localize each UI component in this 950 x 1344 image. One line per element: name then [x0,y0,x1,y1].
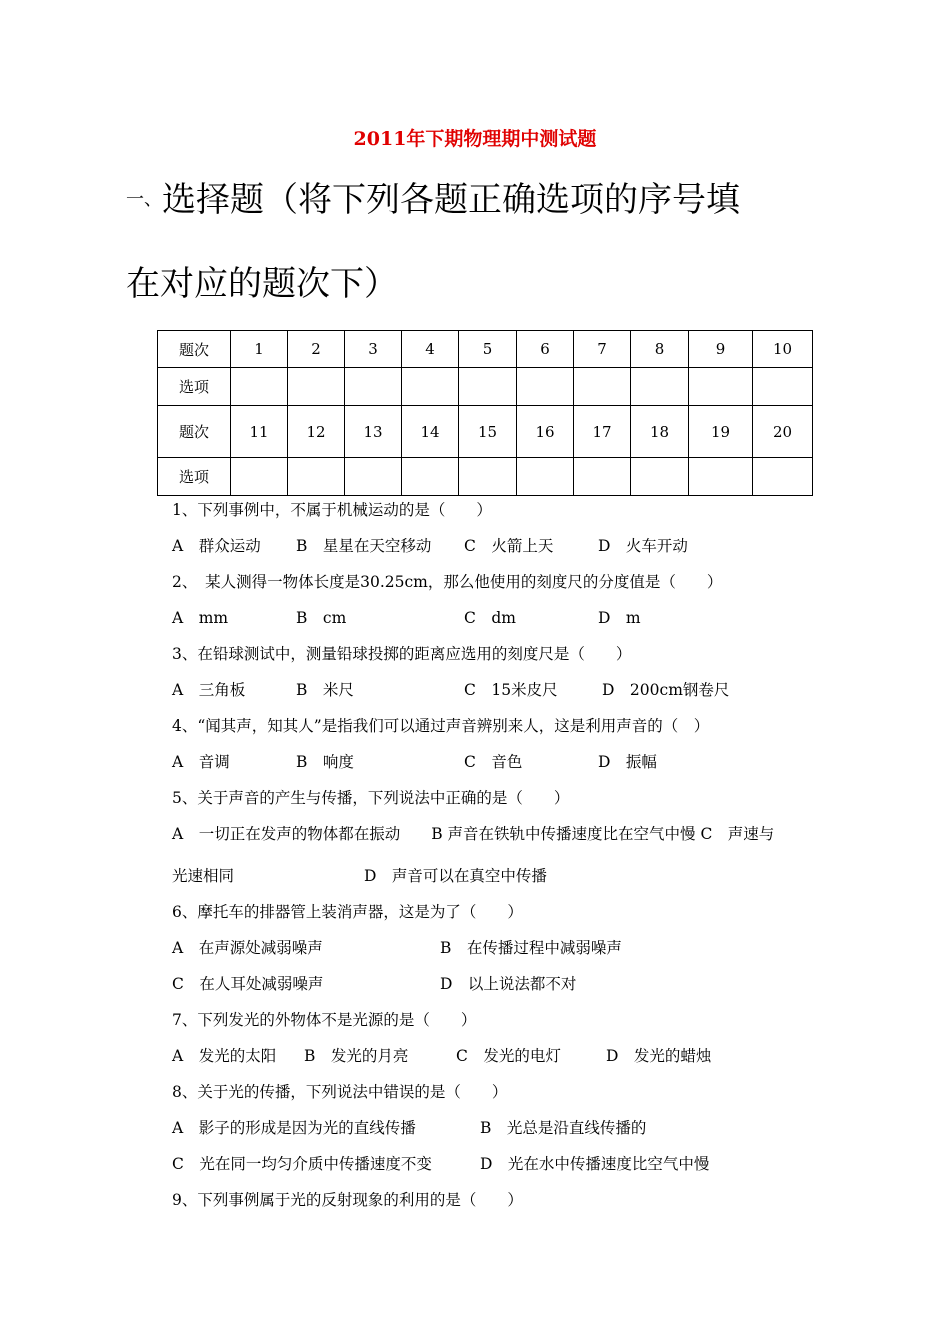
table-row-label: 题次 [158,331,231,368]
table-row-label: 选项 [158,368,231,406]
table-cell-number: 14 [402,406,459,458]
option-a: A mm [172,609,229,627]
table-cell-number: 7 [574,331,631,368]
table-row-numbers-2 [158,406,813,458]
answer-cell[interactable] [574,458,631,496]
section-heading-line1 [126,180,826,220]
answer-cell[interactable] [231,458,288,496]
option-d: D 发光的蜡烛 [606,1047,712,1065]
question-2-stem: 2、 某人测得一物体长度是30.25cm，那么他使用的刻度尺的分度值是（ ） [172,573,723,591]
answer-cell[interactable] [753,458,813,496]
option-a: A 影子的形成是因为光的直线传播 [172,1119,416,1137]
answer-cell[interactable] [231,368,288,406]
table-row-answers-1 [158,368,813,406]
table-cell-number: 8 [631,331,689,368]
option-a: A 音调 [172,753,230,771]
option-b: B 在传播过程中减弱噪声 [440,939,622,957]
table-cell-number: 6 [517,331,574,368]
table-cell-number: 20 [753,406,813,458]
answer-cell[interactable] [631,368,689,406]
table-cell-number: 19 [689,406,753,458]
section-heading-line2: 在对应的题次下） [126,264,398,304]
option-a: A 在声源处减弱噪声 [172,939,323,957]
answer-cell[interactable] [345,368,402,406]
answer-cell[interactable] [517,368,574,406]
option-d: D m [598,609,641,627]
question-6-stem: 6、摩托车的排器管上装消声器，这是为了（ ） [172,903,523,921]
option-a: A 发光的太阳 [172,1047,277,1065]
answer-cell[interactable] [631,458,689,496]
table-cell-number: 12 [288,406,345,458]
table-cell-number: 4 [402,331,459,368]
answer-cell[interactable] [345,458,402,496]
section-heading-text: 选择题（将下列各题正确选项的序号填 [162,180,740,220]
option-d: D 光在水中传播速度比空气中慢 [480,1155,710,1173]
answer-cell[interactable] [288,368,345,406]
option-a: A 三角板 [172,681,246,699]
table-cell-number: 13 [345,406,402,458]
answer-cell[interactable] [402,458,459,496]
option-b: B 发光的月亮 [304,1047,409,1065]
option-d: D 以上说法都不对 [440,975,577,993]
option-d: D 200cm钢卷尺 [602,681,730,699]
answer-cell[interactable] [753,368,813,406]
table-cell-number: 18 [631,406,689,458]
question-8-stem: 8、关于光的传播，下列说法中错误的是（ ） [172,1083,508,1101]
option-c: C 火箭上天 [464,537,554,555]
option-c: C 音色 [464,753,523,771]
table-row-numbers-1 [158,331,813,368]
table-cell-number: 1 [231,331,288,368]
table-cell-number: 10 [753,331,813,368]
option-b: B 米尺 [296,681,354,699]
table-cell-number: 5 [459,331,517,368]
section-number: 一、 [126,189,162,210]
exam-title: 2011年下期物理期中测试题 [353,128,597,150]
table-row-label: 选项 [158,458,231,496]
table-row-answers-2 [158,458,813,496]
option-c: C 15米皮尺 [464,681,558,699]
table-cell-number: 9 [689,331,753,368]
answer-cell[interactable] [402,368,459,406]
table-cell-number: 15 [459,406,517,458]
option-a: A 群众运动 [172,537,261,555]
option-d: D 振幅 [598,753,657,771]
option-b: B 光总是沿直线传播的 [480,1119,647,1137]
question-3-stem: 3、在铅球测试中，测量铅球投掷的距离应选用的刻度尺是（ ） [172,645,632,663]
answer-cell[interactable] [689,458,753,496]
table-cell-number: 16 [517,406,574,458]
answer-table [157,330,813,496]
answer-cell[interactable] [459,458,517,496]
answer-cell[interactable] [288,458,345,496]
option-c: C 发光的电灯 [456,1047,561,1065]
question-1-stem: 1、下列事例中，不属于机械运动的是（ ） [172,501,492,519]
table-cell-number: 3 [345,331,402,368]
question-5-options-line1: A 一切正在发声的物体都在振动 B 声音在铁轨中传播速度比在空气中慢 C 声速与 [172,825,775,843]
option-c: C 光在同一均匀介质中传播速度不变 [172,1155,432,1173]
option-b: B cm [296,609,347,627]
option-c: C 在人耳处减弱噪声 [172,975,324,993]
question-5-stem: 5、关于声音的产生与传播，下列说法中正确的是（ ） [172,789,570,807]
table-cell-number: 2 [288,331,345,368]
option-d: D 声音可以在真空中传播 [364,867,547,885]
answer-cell[interactable] [574,368,631,406]
question-7-stem: 7、下列发光的外物体不是光源的是（ ） [172,1011,477,1029]
table-row-label: 题次 [158,406,231,458]
answer-cell[interactable] [459,368,517,406]
option-c: C dm [464,609,516,627]
option-d: D 火车开动 [598,537,688,555]
option-b: B 响度 [296,753,354,771]
question-4-stem: 4、“闻其声，知其人”是指我们可以通过声音辨别来人，这是利用声音的（ ） [172,717,710,735]
table-cell-number: 17 [574,406,631,458]
answer-cell[interactable] [689,368,753,406]
option-c-continued: 光速相同 [172,867,235,885]
answer-cell[interactable] [517,458,574,496]
option-b: B 星星在天空移动 [296,537,432,555]
question-9-stem: 9、下列事例属于光的反射现象的利用的是（ ） [172,1191,523,1209]
table-cell-number: 11 [231,406,288,458]
